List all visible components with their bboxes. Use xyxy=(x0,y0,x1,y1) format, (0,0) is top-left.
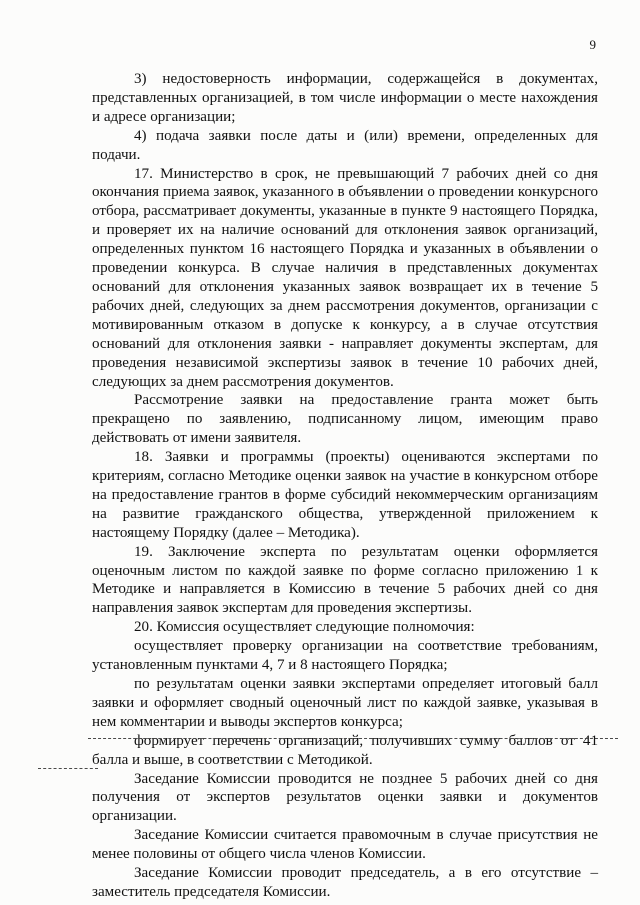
scan-artifact-line-short xyxy=(38,768,98,769)
paragraph-item-3: 3) недостоверность информации, содержащейся в документах, представленных организацией, в том числе информации о месте нахождения и адресе организации; xyxy=(92,71,598,125)
paragraph-power-score: по результатам оценки заявки экспертами определяет итоговый балл заявки и оформляет сводный оценочный лист по каждой заявке, указывая в нем комментарии и выводы экспертов конкурса; xyxy=(92,676,598,730)
scan-artifact-line xyxy=(88,738,618,739)
paragraph-meeting-timing: Заседание Комиссии проводится не позднее 5 рабочих дней со дня получения от экспертов результатов оценки заявки и документов организации. xyxy=(92,770,598,825)
paragraph-section-18: 18. Заявки и программы (проекты) оцениваются экспертами по критериям, согласно Методике оценки заявок на участие в конкурсном отборе на предоставление грантов в форме субсидий некоммерческим организациям на развитие гражданского общества, утвержденной приложением к настоящему Порядку (далее – Методика). xyxy=(92,449,598,541)
page-number: 9 xyxy=(589,37,596,52)
paragraph-meeting-chair: Заседание Комиссии проводит председатель, а в его отсутствие – заместитель председателя Комиссии. xyxy=(92,865,598,900)
paragraph-section-17: 17. Министерство в срок, не превышающий 7 рабочих дней со дня окончания приема заявок, указанного в объявлении о проведении конкурсного отбора, рассматривает документы, указанные в пункте 9 настоящего Порядка, и проверяет их на наличие оснований для отклонения заявок организаций, определенных пунктом 16 настоящего Порядка и указанных в объявлении о проведении конкурса. В случае наличия в представленных документах оснований для отклонения указанных заявок возвращает их в течение 5 рабочих дней, следующих за днем рассмотрения документов, организации с мотивированным отказом в допуске к конкурсу, а в случае отсутствия оснований для отклонения заявки - направляет документы экспертам, для проведения независимой экспертизы заявок в течение 10 рабочих дней, следующих за днем рассмотрения документов. xyxy=(92,165,598,390)
paragraph-meeting-quorum: Заседание Комиссии считается правомочным в случае присутствия не менее половины от общего числа членов Комиссии. xyxy=(92,827,598,863)
paragraph-section-19: 19. Заключение эксперта по результатам оценки оформляется оценочным листом по каждой заявке по форме согласно приложению 1 к Методике и направляется в Комиссию в течение 5 рабочих дней со дня направления заявок экспертам для проведения экспертизы. xyxy=(92,543,598,617)
document-body xyxy=(92,70,598,902)
paragraph-power-list: формирует перечень организаций, получивших сумму баллов от 41 балла и выше, в соответствии с Методикой. xyxy=(92,732,598,768)
paragraph-power-verify: осуществляет проверку организации на соответствие требованиям, установленным пунктами 4, 7 и 8 настоящего Порядка; xyxy=(92,638,598,674)
paragraph-section-20: 20. Комиссия осуществляет следующие полномочия: xyxy=(134,619,475,636)
paragraph-application-termination: Рассмотрение заявки на предоставление гранта может быть прекращено по заявлению, подписанному лицом, имеющим право действовать от имени заявителя. xyxy=(92,392,598,447)
paragraph-item-4: 4) подача заявки после даты и (или) времени, определенных для подачи. xyxy=(92,127,598,163)
